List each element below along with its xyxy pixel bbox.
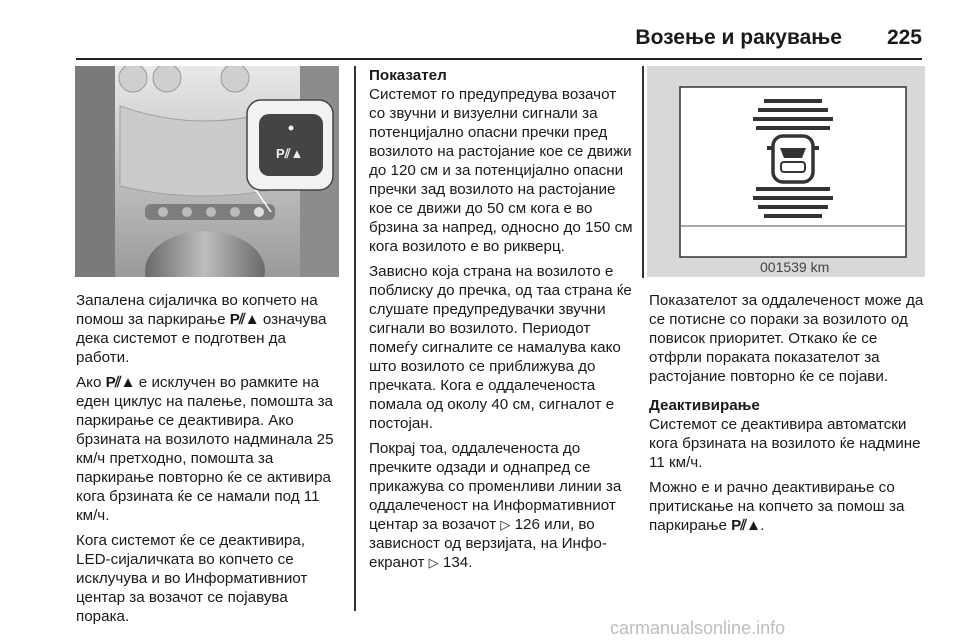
paragraph-auto-deactivation: Системот се деактивира автоматски кога брзината на возилото ќе надмине 11 км/ч. <box>649 416 921 471</box>
paragraph-deactivation-cycle <box>76 373 342 525</box>
odometer-text: 001539 km <box>760 259 830 275</box>
column-right <box>649 291 925 541</box>
paragraph-acoustic-signals: Зависно која страна на возилото е поблиску до пречка, од таа страна ќе слушате предупредувачки звучни сигнали во возилото. Периодот помеѓу сигналите се намалува како што возилото се приближува до пречката. Кога е оддалеченоста помала од околу 40 см, сигналот е постојан. <box>369 263 632 432</box>
park-assist-symbol: P⫽▲ <box>731 517 761 534</box>
page-number: 225 <box>886 26 922 49</box>
watermark: carmanualsonline.info <box>610 618 786 638</box>
paragraph-suppression: Показателот за оддалеченост може да се потисне со пораки за возилото од повисок приоритет. Откако ќе се отфрли пораката показателот за растојание повторно ќе се појави. <box>649 292 924 385</box>
text-run: Ако <box>76 374 106 391</box>
paragraph-warning-range: Системот го предупредува возачот со звучни и визуелни сигнали за потенцијално опасни пречки пред возилото на растојание кое се движи до 120 см и за потенцијално опасни пречки зад возилото на растојание кое се движи до 50 см кога е во брзина за напред, односно до 150 см кога возилото е во рикверц. <box>369 86 633 255</box>
text-run: означува дека системот е подготвен да работи. <box>76 311 327 366</box>
reference-arrow-icon: ▷ <box>500 517 511 532</box>
section-title: Возење и ракување <box>635 26 842 49</box>
header-divider <box>76 58 922 60</box>
column-middle <box>369 66 635 578</box>
heading-deactivation: Деактивирање <box>649 397 760 414</box>
console-illustration <box>75 66 339 277</box>
text-run: Запалена сијаличка во копчето на помош за паркирање <box>76 292 318 328</box>
park-assist-symbol: P⫽▲ <box>229 311 259 328</box>
distance-display-illustration <box>647 66 925 277</box>
text-run: Можно е и рачно деактивирање со притискање на копчето за помош за паркирање <box>649 479 905 534</box>
heading-indicator: Показател <box>369 67 447 84</box>
park-assist-symbol: P⫽▲ <box>105 374 135 391</box>
column-divider-left <box>354 66 356 611</box>
text-run: 134. <box>438 554 473 571</box>
column-divider-right <box>642 66 644 278</box>
text-run: Покрај тоа, оддалеченоста до пречките одзади и однапред се прикажува со променливи линии за оддалеченост на Информативниот центар за возачот <box>369 440 622 533</box>
park-assist-button-label: P⫽▲ <box>276 146 304 161</box>
paragraph-led-ready <box>76 291 342 367</box>
paragraph-distance-lines <box>369 439 635 572</box>
paragraph-manual-deactivation <box>649 478 925 535</box>
paragraph-led-off: Кога системот ќе се деактивира, LED-сијаличката во копчето се исклучува и во Информативниот центар за возачот се појавува порака. <box>76 532 308 625</box>
console-photo <box>75 66 339 277</box>
column-left <box>76 291 342 632</box>
text-run: е исклучен во рамките на еден циклус на палење, помошта за паркирање се деактивира. Ако брзината на возилото надминала 25 км/ч претходно, помошта за паркирање повторно ќе се активира кога брзината ќе се намали под 11 км/ч. <box>76 374 334 524</box>
text-run: 126 или, во зависност од верзијата, на Инфо-екранот <box>369 516 607 571</box>
distance-display-panel <box>647 66 925 277</box>
text-run: . <box>760 517 765 534</box>
page-header <box>0 26 960 56</box>
reference-arrow-icon: ▷ <box>428 555 439 570</box>
